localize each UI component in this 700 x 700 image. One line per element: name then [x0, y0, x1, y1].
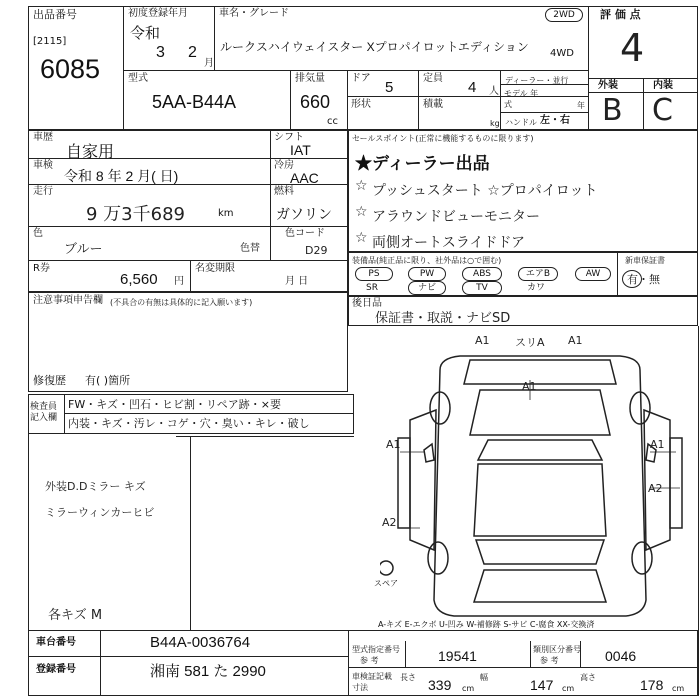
interior-label: 内装: [653, 80, 673, 91]
chassis: B44A-0036764: [150, 634, 251, 651]
model-label: 型式: [128, 73, 148, 84]
docs: 保証書・取説・ナビSD: [375, 311, 511, 326]
score: 4: [620, 26, 645, 70]
ac: AAC: [290, 170, 319, 186]
notes-sub: (不具合の有無は具体的に記入願います): [110, 298, 253, 307]
cert-label: 車検証記載 寸法: [352, 672, 392, 692]
car-name: ルークスハイウェイスター Xプロパイロットエディション: [220, 40, 529, 54]
width-label: 幅: [480, 673, 488, 682]
inspection-label: 車検: [33, 160, 53, 171]
color-code-label: 色コード: [285, 228, 325, 239]
length-label: 長さ: [400, 673, 416, 682]
drive-2wd: 2WD: [545, 8, 583, 22]
exterior-grade: B: [602, 93, 623, 128]
equip-sr: SR: [366, 283, 378, 293]
inspection: 令和 8 年 2 月( 日): [64, 168, 179, 184]
damage-mark: A1: [522, 380, 537, 393]
load-label: 積載: [423, 99, 443, 110]
sales-item-star-3: ☆: [355, 230, 368, 246]
reg-month: 2: [188, 44, 197, 61]
sales-title: ★ディーラー出品: [355, 154, 490, 173]
disp-label: 排気量: [295, 73, 325, 84]
repair-value: 有( )箇所: [85, 374, 131, 387]
plate-label: 登録番号: [36, 664, 76, 675]
doors-label: ドア: [351, 73, 371, 84]
handwritten-note: 外装D.Dミラー キズ: [45, 480, 146, 493]
exterior-label: 外装: [598, 80, 618, 91]
expiry-unit: 月 日: [285, 276, 309, 287]
type-no-label: 型式指定番号: [352, 645, 400, 654]
history-label: 車歴: [33, 132, 53, 143]
legend: A-キズ E-エクボ U-凹み W-補修跡 S-サビ C-腐食 XX-交換済: [378, 620, 595, 629]
model-code: 5AA-B44A: [152, 92, 237, 112]
repair-label: 修復歴: [33, 374, 66, 387]
equipment-label: 装備品(純正品に限り、社外品は○で囲む): [352, 256, 502, 265]
equip-abs: ABS: [462, 267, 502, 281]
model-year-unit: 年: [577, 101, 585, 110]
era: 令和: [130, 25, 161, 42]
inspector-label: 検査員 記入欄: [30, 402, 58, 423]
handle-label: ハンドル: [505, 118, 537, 127]
damage-mark: スリA: [515, 336, 545, 349]
class-label: 類別区分番号: [533, 645, 581, 654]
color-label: 色: [33, 228, 43, 239]
load-unit: kg: [490, 119, 500, 128]
exterior-checks: FW・キズ・凹石・ヒビ割・リペア跡・×要: [68, 398, 281, 411]
plate: 湘南 581 た 2990: [150, 663, 266, 680]
damage-mark: A2: [382, 516, 397, 529]
sales-item: 両側オートスライドドア: [372, 235, 526, 251]
length: 339: [428, 677, 452, 693]
class-no: 0046: [605, 648, 637, 664]
equip-pw: PW: [408, 267, 446, 281]
shift: IAT: [290, 142, 311, 158]
bottom-note: 各キズ M: [48, 608, 103, 623]
width-unit: cm: [562, 684, 575, 693]
history: 自家用: [66, 144, 115, 161]
sales-label: セールスポイント(正常に機能するものに限ります): [352, 134, 534, 143]
handle-value: 左・右: [540, 115, 570, 126]
lot-sub: [2115]: [33, 36, 67, 47]
recycle-label: R券: [33, 263, 50, 274]
dealer-label: ディーラー・並行: [505, 76, 569, 85]
color-code: D29: [305, 244, 328, 257]
mileage: 9 万3千689: [86, 204, 185, 225]
model-year-label: モデル 年式: [504, 89, 539, 109]
disp-unit: cc: [327, 116, 338, 127]
ac-label: 冷房: [274, 160, 294, 171]
recycle-unit: 円: [174, 276, 184, 287]
sales-item-star-2: ☆: [355, 204, 368, 220]
sales-item: プッシュスタート ☆プロパイロット: [372, 183, 598, 199]
interior-checks: 内装・キズ・汚レ・コゲ・穴・臭い・キレ・破し: [68, 417, 310, 430]
type-no: 19541: [438, 648, 477, 664]
shift-label: シフト: [274, 132, 304, 143]
color-change-label: 色替: [240, 243, 260, 254]
notes-label: 注意事項申告欄: [33, 295, 103, 306]
handwritten-note: ミラーウィンカーヒビ: [45, 506, 155, 519]
type-no-sub: 参 考: [360, 656, 379, 665]
damage-mark: A1: [650, 438, 665, 451]
equip-aw: AW: [575, 267, 611, 281]
mileage-unit: km: [218, 208, 234, 219]
lot-number: 6085: [40, 54, 101, 84]
shape-label: 形状: [351, 99, 371, 110]
sales-item: アラウンドビューモニター: [372, 209, 540, 225]
lot-label: 出品番号: [33, 8, 77, 21]
height-label: 高さ: [580, 673, 596, 682]
header-frame: [28, 6, 698, 130]
color: ブルー: [64, 242, 103, 257]
fuel-label: 燃料: [274, 186, 294, 197]
reg-year: 3: [156, 44, 165, 61]
damage-mark: A2: [648, 482, 663, 495]
damage-mark: A1: [475, 334, 490, 347]
capacity: 4: [468, 79, 477, 96]
equip-leather: カワ: [527, 283, 546, 293]
reg-month-unit: 月: [204, 58, 214, 69]
displacement: 660: [300, 92, 331, 112]
height-unit: cm: [672, 684, 685, 693]
class-sub: 参 考: [540, 656, 559, 665]
damage-mark: A1: [386, 438, 401, 451]
car-name-label: 車名・グレード: [219, 8, 289, 19]
equip-airbag: エアB: [518, 267, 558, 281]
interior-grade: C: [652, 93, 673, 128]
mileage-label: 走行: [33, 186, 53, 197]
capacity-unit: 人: [489, 86, 499, 97]
first-reg-label: 初度登録年月: [128, 8, 188, 19]
warranty-label: 新車保証書: [625, 256, 665, 265]
width: 147: [530, 677, 554, 693]
height: 178: [640, 677, 664, 693]
damage-mark: A1: [568, 334, 583, 347]
expiry-label: 名変期限: [195, 263, 235, 274]
score-label: 評 価 点: [600, 8, 641, 21]
equip-navi: ナビ: [408, 281, 446, 295]
docs-label: 後日品: [352, 298, 382, 309]
spare-label: スペア: [374, 579, 398, 588]
length-unit: cm: [462, 684, 475, 693]
doors: 5: [385, 79, 394, 96]
recycle-fee: 6,560: [120, 271, 158, 288]
warranty-value: 有・無: [627, 273, 660, 286]
sales-item-star-1: ☆: [355, 178, 368, 194]
drive-4wd: 4WD: [550, 48, 574, 59]
equip-tv: TV: [462, 281, 502, 295]
capacity-label: 定員: [423, 73, 443, 84]
chassis-label: 車台番号: [36, 637, 76, 648]
fuel: ガソリン: [276, 206, 332, 222]
equip-ps: PS: [355, 267, 393, 281]
